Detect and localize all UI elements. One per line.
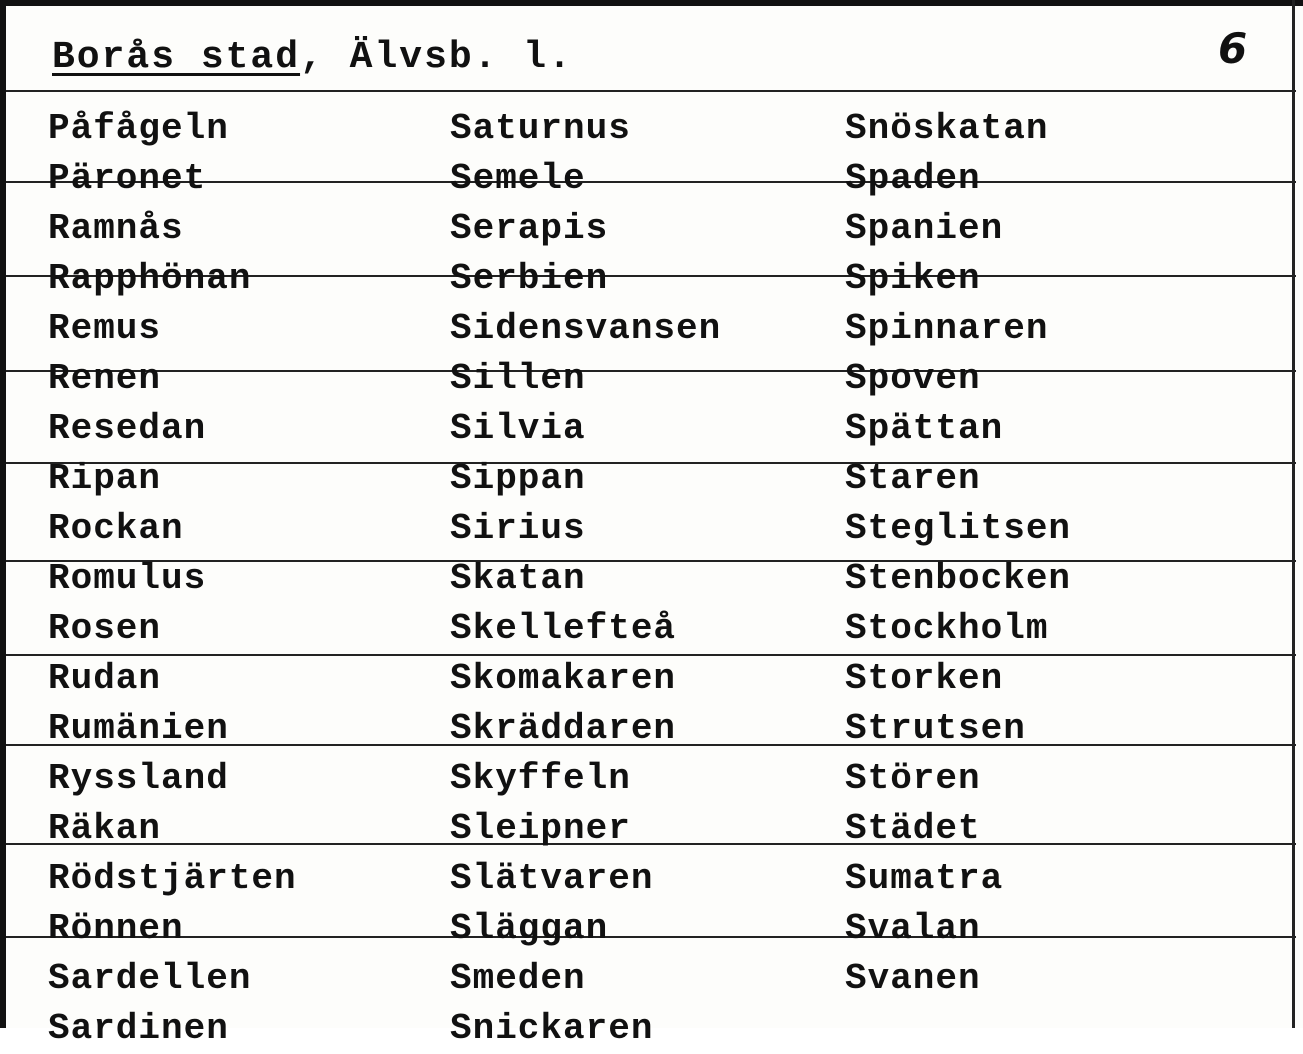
list-item: Skyffeln [450,758,631,799]
list-item: Semele [450,158,586,199]
list-item: Sardinen [48,1008,229,1049]
list-item: Sillen [450,358,586,399]
list-item: Rockan [48,508,184,549]
list-item: Päronet [48,158,207,199]
list-item: Ryssland [48,758,229,799]
card-header [52,36,573,79]
list-item: Sardellen [48,958,252,999]
list-item: Remus [48,308,162,349]
list-item: Serbien [450,258,609,299]
list-item: Skomakaren [450,658,677,699]
list-item: Snöskatan [845,108,1049,149]
list-item: Släggan [450,908,609,949]
ruled-line [6,90,1296,92]
list-item: Sippan [450,458,586,499]
list-item: Slätvaren [450,858,654,899]
list-item: Spaden [845,158,981,199]
list-item: Räkan [48,808,162,849]
list-item: Resedan [48,408,207,449]
list-item: Rönnen [48,908,184,949]
list-item: Sleipner [450,808,631,849]
list-item: Renen [48,358,162,399]
list-item: Rapphönan [48,258,252,299]
list-item: Skellefteå [450,608,677,649]
card-left-border [0,0,6,1028]
list-item: Svanen [845,958,981,999]
list-item: Snickaren [450,1008,654,1049]
list-item: Svalan [845,908,981,949]
card-right-border [1292,0,1295,1028]
list-item: Städet [845,808,981,849]
header-district: , Älvsb. l. [300,36,573,79]
list-item: Rödstjärten [48,858,297,899]
list-item: Sirius [450,508,586,549]
list-item: Sidensvansen [450,308,722,349]
list-item: Spinnaren [845,308,1049,349]
list-item: Skräddaren [450,708,677,749]
list-item: Strutsen [845,708,1026,749]
name-column-2 [450,104,721,1054]
name-column-3 [845,104,1071,1004]
list-item: Ripan [48,458,162,499]
list-item: Skatan [450,558,586,599]
list-item: Rudan [48,658,162,699]
list-item: Stenbocken [845,558,1072,599]
header-place: Borås stad [52,36,301,79]
list-item: Sumatra [845,858,1004,899]
list-item: Påfågeln [48,108,229,149]
list-item: Romulus [48,558,207,599]
list-item: Ramnås [48,208,184,249]
list-item: Serapis [450,208,609,249]
list-item: Storken [845,658,1004,699]
list-item: Spoven [845,358,981,399]
list-item: Rosen [48,608,162,649]
card-top-border [0,0,1303,6]
list-item: Staren [845,458,981,499]
list-item: Silvia [450,408,586,449]
list-item: Spanien [845,208,1004,249]
list-item: Stockholm [845,608,1049,649]
list-item: Stören [845,758,981,799]
list-item: Smeden [450,958,586,999]
name-column-1 [48,104,297,1054]
list-item: Spiken [845,258,981,299]
list-item: Spättan [845,408,1004,449]
page-number: 6 [1218,24,1248,73]
list-item: Steglitsen [845,508,1072,549]
list-item: Rumänien [48,708,229,749]
list-item: Saturnus [450,108,631,149]
